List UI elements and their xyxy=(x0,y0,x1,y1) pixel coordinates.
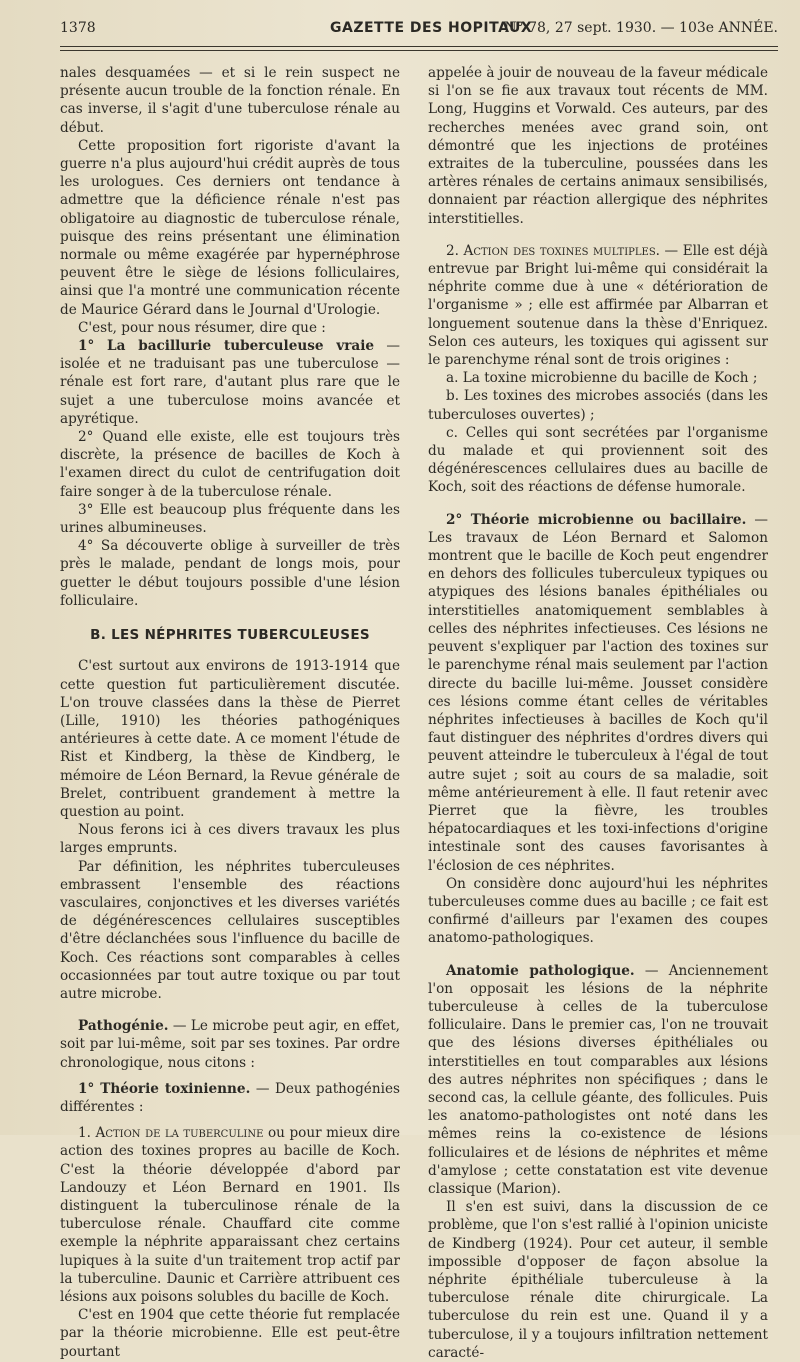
paragraph: C'est, pour nous résumer, dire que : xyxy=(78,319,326,336)
paragraph: c. Celles qui sont secrétées par l'organisme du malade et qui proviennent soit des dégénérescences cellulaires dues au bacille de Koch, soit des réactions de défense humorale. xyxy=(428,424,768,496)
paragraph: Cette proposition fort rigoriste d'avant la guerre n'a plus aujourd'hui crédit auprès de tous les urologues. Ces derniers ont tendance à admettre que la déficience rénale n'est pas obligatoire au diagnostic de tuberculose rénale, puisque des reins présentant une élimination normale ou même exagérée par hypernéphrose peuvent être le siège de lésions folliculaires, ainsi que l'a montré une communication récente de Maurice Gérard dans le Journal d'Urologie. xyxy=(60,137,400,318)
paragraph: Nous ferons ici à ces divers travaux les plus larges emprunts. xyxy=(60,822,400,857)
paragraph: 2° Quand elle existe, elle est toujours très discrète, la présence de bacilles de Koch à l'examen direct du culot de centrifugation doit faire songer à de la tuberculose rénale. xyxy=(60,429,400,500)
paragraph-text: — Elle est déjà entrevue par Bright lui-même qui considérait la néphrite comme due à une « détérioration de l'organisme » ; elle est affirmée par Albarran et longuement soutenue dans la thèse d'Enriquez. Selon ces auteurs, les toxiques qui agissent sur le parenchyme rénal sont de trois origines : xyxy=(428,242,769,369)
paragraph: On considère donc aujourd'hui les néphrites tuberculeuses comme dues au bacille ; ce fait est confirmé d'ailleurs par l'examen des coupes anatomo-pathologiques. xyxy=(428,875,768,947)
paragraph-text: — Le microbe peut agir, en effet, soit par lui-même, soit par ses toxines. Par ordre chronologique, nous citons : xyxy=(60,1018,400,1071)
paragraph xyxy=(60,1017,400,1072)
header-rule-secondary xyxy=(60,50,778,51)
section-heading: B. LES NÉPHRITES TUBERCULEUSES xyxy=(90,627,370,644)
paragraph: C'est surtout aux environs de 1913-1914 que cette question fut particulièrement discutée. L'on trouve classées dans la thèse de Pierret (Lille, 1910) les théories pathogéniques antérieures à cette date. A ce moment l'étude de Rist et Kindberg, la thèse de Kindberg, le mémoire de Léon Bernard, la Revue générale de Brelet, contribuent grandement à mettre la question au point. xyxy=(60,658,400,820)
paragraph-text: — Anciennement l'on opposait les lésions de la néphrite tuberculeuse à celles de la tuberculose folliculaire. Dans le premier cas, l'on ne trouvait que des lésions diverses épithéliales ou interstitielles en tout comparables aux lésions des autres néphrites non spécifiques ; dans le second cas, la cellule géante, des follicules. Puis les anatomo-pathologistes ont noté dans les mêmes reins la co-existence de lésions folliculaires et de lésions de néphrites et même d'amylose ; cette constatation est vite devenue classique (Marion). xyxy=(428,962,768,1197)
header-rule xyxy=(60,46,778,47)
paragraph xyxy=(60,1124,400,1306)
paragraph xyxy=(60,337,400,428)
paragraph: 3° Elle est beaucoup plus fréquente dans les urines albumineuses. xyxy=(60,501,400,537)
paragraph-text: — Les travaux de Léon Bernard et Salomon montrent que le bacille de Koch peut engendrer en dehors des follicules tuberculeux typiques ou atypiques des lésions banales épithéliales ou interstitielles anatomiquement semblables à celles des néphrites infectieuses. Ces lésions ne peuvent s'expliquer par l'action des toxines sur le parenchyme rénal mais seulement par l'action directe du bacille lui-même. Jousset considère ces lésions comme étant celles de véritables néphrites infectieuses à bacilles de Koch qu'il faut distinguer des néphrites d'ordres divers qui peuvent atteindre le tuberculeux à l'égal de tout autre sujet ; soit au cours de sa maladie, soit même antérieurement à elle. Il faut retenir avec Pierret que la fièvre, les troubles hépatocardiaques et les toxi-infections d'origine intestinale sont des causes favorisantes à l'éclosion de ces néphrites. xyxy=(428,511,768,874)
paragraph-text: — isolée et ne traduisant pas une tuberculose — rénale est fort rare, d'autant plus rare que le sujet a une tuberculose moins avancée et apyrétique. xyxy=(60,338,400,427)
paragraph: b. Les toxines des microbes associés (dans les tuberculoses ouvertes) ; xyxy=(428,388,768,423)
paragraph-text: ou pour mieux dire action des toxines propres au bacille de Koch. C'est la théorie développée d'abord par Landouzy et Léon Bernard en 1901. Ils distinguent la tuberculinose rénale de la tuberculose rénale. Chauffard cite comme exemple la néphrite apparaissant chez certains lupiques à la suite d'un traitement trop actif par la tuberculine. Daunic et Carrière attribuent ces lésions aux poisons solubles du bacille de Koch. xyxy=(60,1125,400,1305)
left-column xyxy=(60,64,400,1361)
paragraph xyxy=(428,242,768,369)
paragraph-text: — Deux pathogénies différentes : xyxy=(60,1080,400,1115)
page-number: 1378 xyxy=(60,20,96,36)
paragraph: Par définition, les néphrites tuberculeuses embrassent l'ensemble des réactions vasculaires, conjonctives et les diverses variétés de dégénérescences cellulaires susceptibles d'être déclanchées sous l'influence du bacille de Koch. Ces réactions sont comparables à celles occasionnées par tout autre toxique ou par tout autre microbe. xyxy=(60,858,400,1002)
paragraph-lead: Anatomie pathologique. xyxy=(446,962,635,979)
paragraph xyxy=(60,1080,400,1116)
paragraph: 4° Sa découverte oblige à surveiller de très près le malade, pendant de longs mois, pour guetter le début toujours possible d'une lésion folliculaire. xyxy=(60,538,400,609)
page-header xyxy=(60,20,778,44)
paragraph-lead: 1° Théorie toxinienne. xyxy=(78,1080,251,1097)
journal-title: GAZETTE DES HOPITAUX xyxy=(330,20,533,36)
paragraph: C'est en 1904 que cette théorie fut remplacée par la théorie microbienne. Elle est peut-être pourtant xyxy=(60,1307,400,1360)
paragraph-lead: 2. Action des toxines multiples. xyxy=(446,242,660,259)
paragraph xyxy=(428,511,768,875)
paragraph-lead: 1° La bacillurie tuberculeuse vraie xyxy=(78,338,375,355)
paragraph: a. La toxine microbienne du bacille de Koch ; xyxy=(446,370,758,387)
paragraph-lead: 2° Théorie microbienne ou bacillaire. xyxy=(446,511,747,528)
paragraph-lead: Pathogénie. xyxy=(78,1018,169,1035)
paragraph: appelée à jouir de nouveau de la faveur médicale si l'on se fie aux travaux tout récents de MM. Long, Huggins et Vorwald. Ces auteurs, par des recherches menées avec grand soin, ont démontré que les injections de protéines extraites de la tuberculine, poussées dans les artères rénales de certains animaux sensibilisés, donnaient par réaction allergique des néphrites interstitielles. xyxy=(428,65,768,227)
paragraph xyxy=(428,962,768,1199)
right-column xyxy=(428,64,768,1362)
paragraph: Il s'en est suivi, dans la discussion de ce problème, que l'on s'est rallié à l'opinion uniciste de Kindberg (1924). Pour cet auteur, il semble impossible d'opposer de façon absolue la néphrite épithéliale tuberculeuse à la tuberculose rénale dite chirurgicale. La tuberculose du rein est une. Quand il y a tuberculose, il y a toujours infiltration nettement caracté- xyxy=(428,1199,768,1361)
paragraph-lead: 1. Action de la tuberculine xyxy=(78,1125,264,1142)
paragraph: nales desquamées — et si le rein suspect ne présente aucun trouble de la fonction rénale. En cas inverse, il s'agit d'une tuberculose rénale au début. xyxy=(60,65,400,136)
issue-info: N° 78, 27 sept. 1930. — 103e ANNÉE. xyxy=(504,20,778,36)
